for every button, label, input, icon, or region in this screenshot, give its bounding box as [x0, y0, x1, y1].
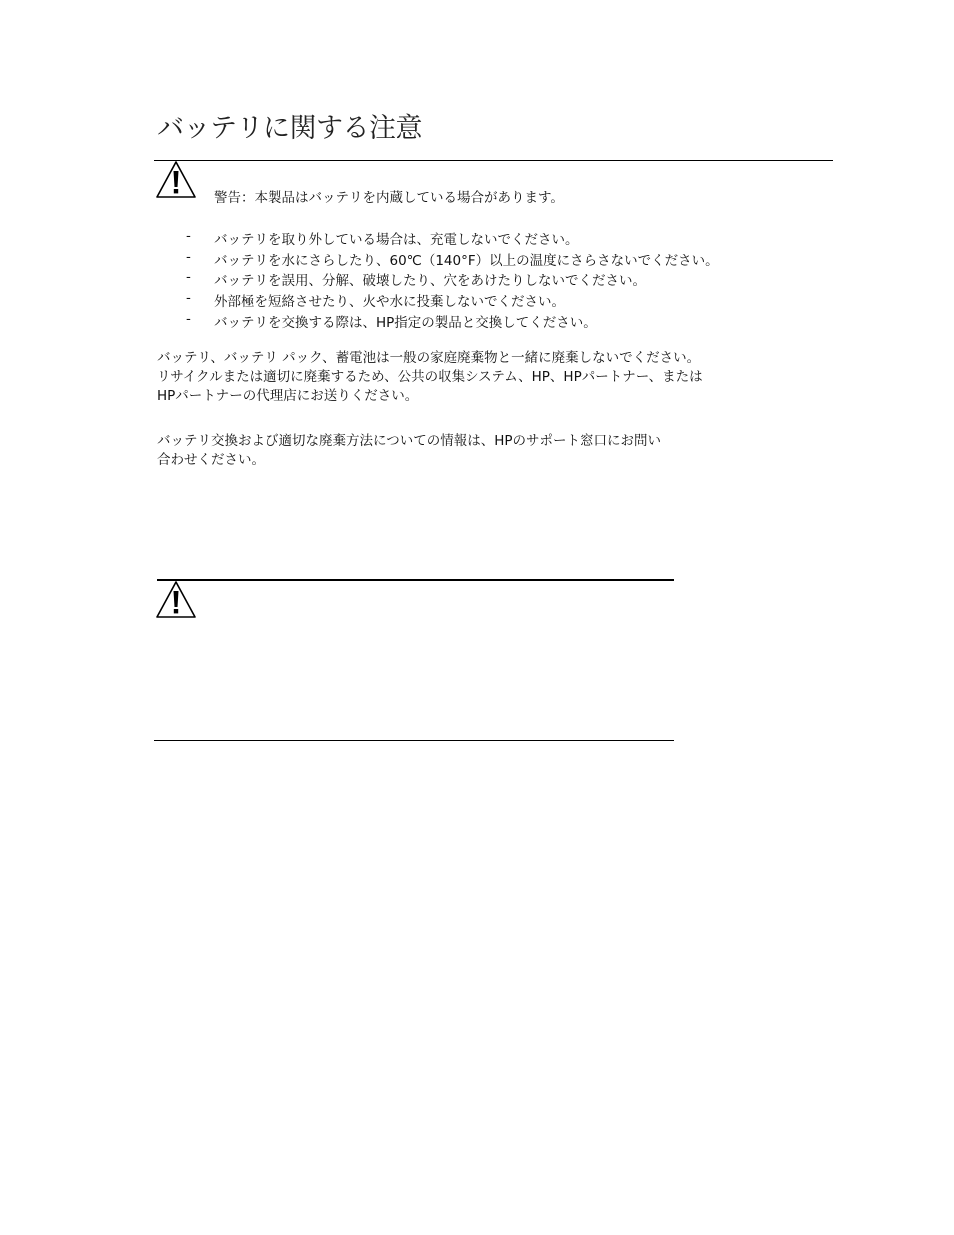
page-title: バッテリに関する注意	[157, 113, 422, 144]
warning-list	[186, 228, 719, 331]
caution-box-top-rule	[157, 579, 674, 581]
disposal-paragraph	[157, 349, 703, 406]
warning-triangle-icon	[155, 160, 197, 200]
list-item-text: 外部極を短絡させたり、火や水に投棄しないでください。	[214, 294, 565, 311]
list-item-text: バッテリを取り外している場合は、充電しないでください。	[214, 232, 579, 248]
paragraph-line: リサイクルまたは適切に廃棄するため、公共の収集システム、HP、HPパートナー、または	[157, 369, 703, 385]
list-item	[186, 290, 719, 311]
list-item	[186, 249, 719, 270]
bullet-marker: -	[186, 269, 191, 286]
bullet-marker: -	[186, 248, 191, 265]
bullet-marker: -	[186, 310, 191, 327]
title-divider	[154, 160, 833, 161]
paragraph-line: バッテリ、バッテリ パック、蓄電池は一般の家庭廃棄物と一緒に廃棄しないでください。	[157, 350, 701, 366]
list-item-text: バッテリを水にさらしたり、60℃（140°F）以上の温度にさらさないでください。	[214, 252, 719, 269]
paragraph-line: バッテリ交換および適切な廃棄方法についての情報は、HPのサポート窓口にお問い	[157, 433, 662, 449]
bullet-marker: -	[186, 290, 191, 307]
paragraph-line: 合わせください。	[157, 452, 265, 468]
list-item-text: バッテリを交換する際は、HP指定の製品と交換してください。	[214, 314, 597, 331]
list-item	[186, 228, 719, 249]
support-paragraph	[157, 432, 661, 470]
caution-box-bottom-rule	[154, 740, 674, 741]
paragraph-line: HPパートナーの代理店にお送りください。	[157, 388, 419, 404]
list-item	[186, 311, 719, 332]
bullet-marker: -	[186, 228, 191, 244]
list-item-text: バッテリを誤用、分解、破壊したり、穴をあけたりしないでください。	[214, 273, 646, 290]
warning-triangle-icon	[155, 580, 197, 620]
warning-message: 警告：本製品はバッテリを内蔵している場合があります。	[214, 190, 564, 206]
list-item	[186, 269, 719, 290]
